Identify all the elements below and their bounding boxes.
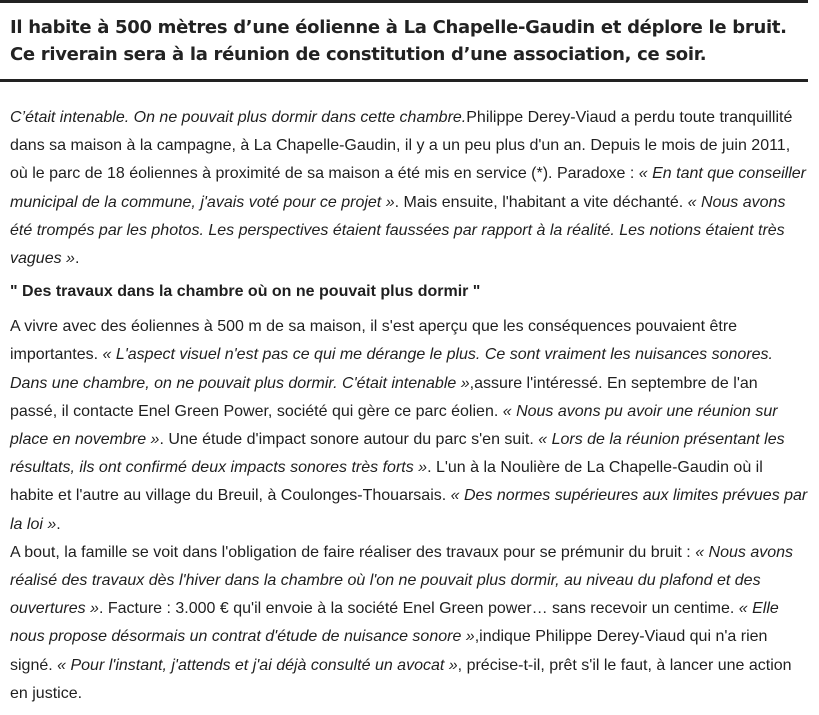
quote-segment: « Pour l'instant, j'attends et j'ai déjà consulté un avocat » [57, 656, 458, 674]
text-segment: . Une étude d'impact sonore autour du parc s'en suit. [159, 431, 539, 449]
headline-divider [0, 79, 808, 82]
text-segment: A vivre avec des éoliennes à 500 m de sa maison, il s'est aperçu que les conséquences pouvaient être importantes. [10, 318, 738, 364]
quote-segment: « Nous avons été trompés par les photos. Les perspectives étaient faussées par rapport à la réalité. Les notions étaient très vagues » [10, 193, 786, 268]
quote-segment: « En tant que conseiller municipal de la commune, j'avais voté pour ce projet » [10, 165, 806, 211]
quote-segment: « Des normes supérieures aux limites prévues par la loi » [10, 487, 808, 533]
paragraph-intro [10, 104, 808, 273]
section-subheading: " Des travaux dans la chambre où on ne pouvait plus dormir " [10, 283, 481, 301]
text-segment: . [74, 250, 80, 268]
text-segment: . Mais ensuite, l'habitant a vite déchanté. [394, 193, 688, 211]
quote-segment: « L'aspect visuel n'est pas ce qui me dérange le plus. Ce sont vraiment les nuisances sonores. Dans une chambre, on ne pouvait plus dormir. C'était intenable » [10, 346, 773, 392]
text-segment: Philippe Derey-Viaud a perdu toute tranquillité dans sa maison à la campagne, à La Chapelle-Gaudin, il y a un peu plus d'un an. Depuis le mois de juin 2011, où le parc de 18 éoliennes à proximité de sa maison a été mis en service (*). Paradoxe : [10, 109, 793, 183]
text-segment: ,assure l'intéressé. En septembre de l'an passé, il contacte Enel Green Power, société qui gère ce parc éolien. [10, 374, 758, 420]
top-divider [0, 0, 808, 3]
quote-segment: « Nous avons pu avoir une réunion sur place en novembre » [10, 402, 778, 449]
quote-segment: « Lors de la réunion présentant les résultats, ils ont confirmé deux impacts sonores très forts » [10, 431, 785, 477]
text-segment: . [56, 515, 61, 533]
text-segment: ,indique Philippe Derey-Viaud qui n'a rien signé. [10, 628, 768, 674]
quote-segment: « Elle nous propose désormais un contrat d'étude de nuisance sonore » [10, 600, 779, 646]
text-segment: A bout, la famille se voit dans l'obligation de faire réaliser des travaux pour se prémunir du bruit : [10, 543, 696, 561]
article-headline: Il habite à 500 mètres d’une éolienne à La Chapelle-Gaudin et déplore le bruit. Ce riverain sera à la réunion de constitution d’une association, ce soir. [10, 17, 787, 65]
article-body [10, 104, 808, 708]
text-segment: , précise-t-il, prêt s'il le faut, à lancer une action en justice. [10, 656, 792, 702]
text-segment: . Facture : 3.000 € qu'il envoie à la société Enel Green power… sans recevoir un centime. [98, 600, 739, 618]
text-segment: . L'un à la Noulière de La Chapelle-Gaudin où il habite et l'autre au village du Breuil, à Coulonges-Thouarsais. [10, 459, 763, 505]
paragraph-impact [10, 313, 808, 539]
paragraph-works [10, 539, 808, 708]
quote-segment: « Nous avons réalisé des travaux dès l'hiver dans la chambre où l'on ne pouvait plus dormir, au niveau du plafond et des ouvertures » [10, 543, 794, 618]
quote-opening: C’était intenable. On ne pouvait plus dormir dans cette chambre. [10, 109, 467, 126]
